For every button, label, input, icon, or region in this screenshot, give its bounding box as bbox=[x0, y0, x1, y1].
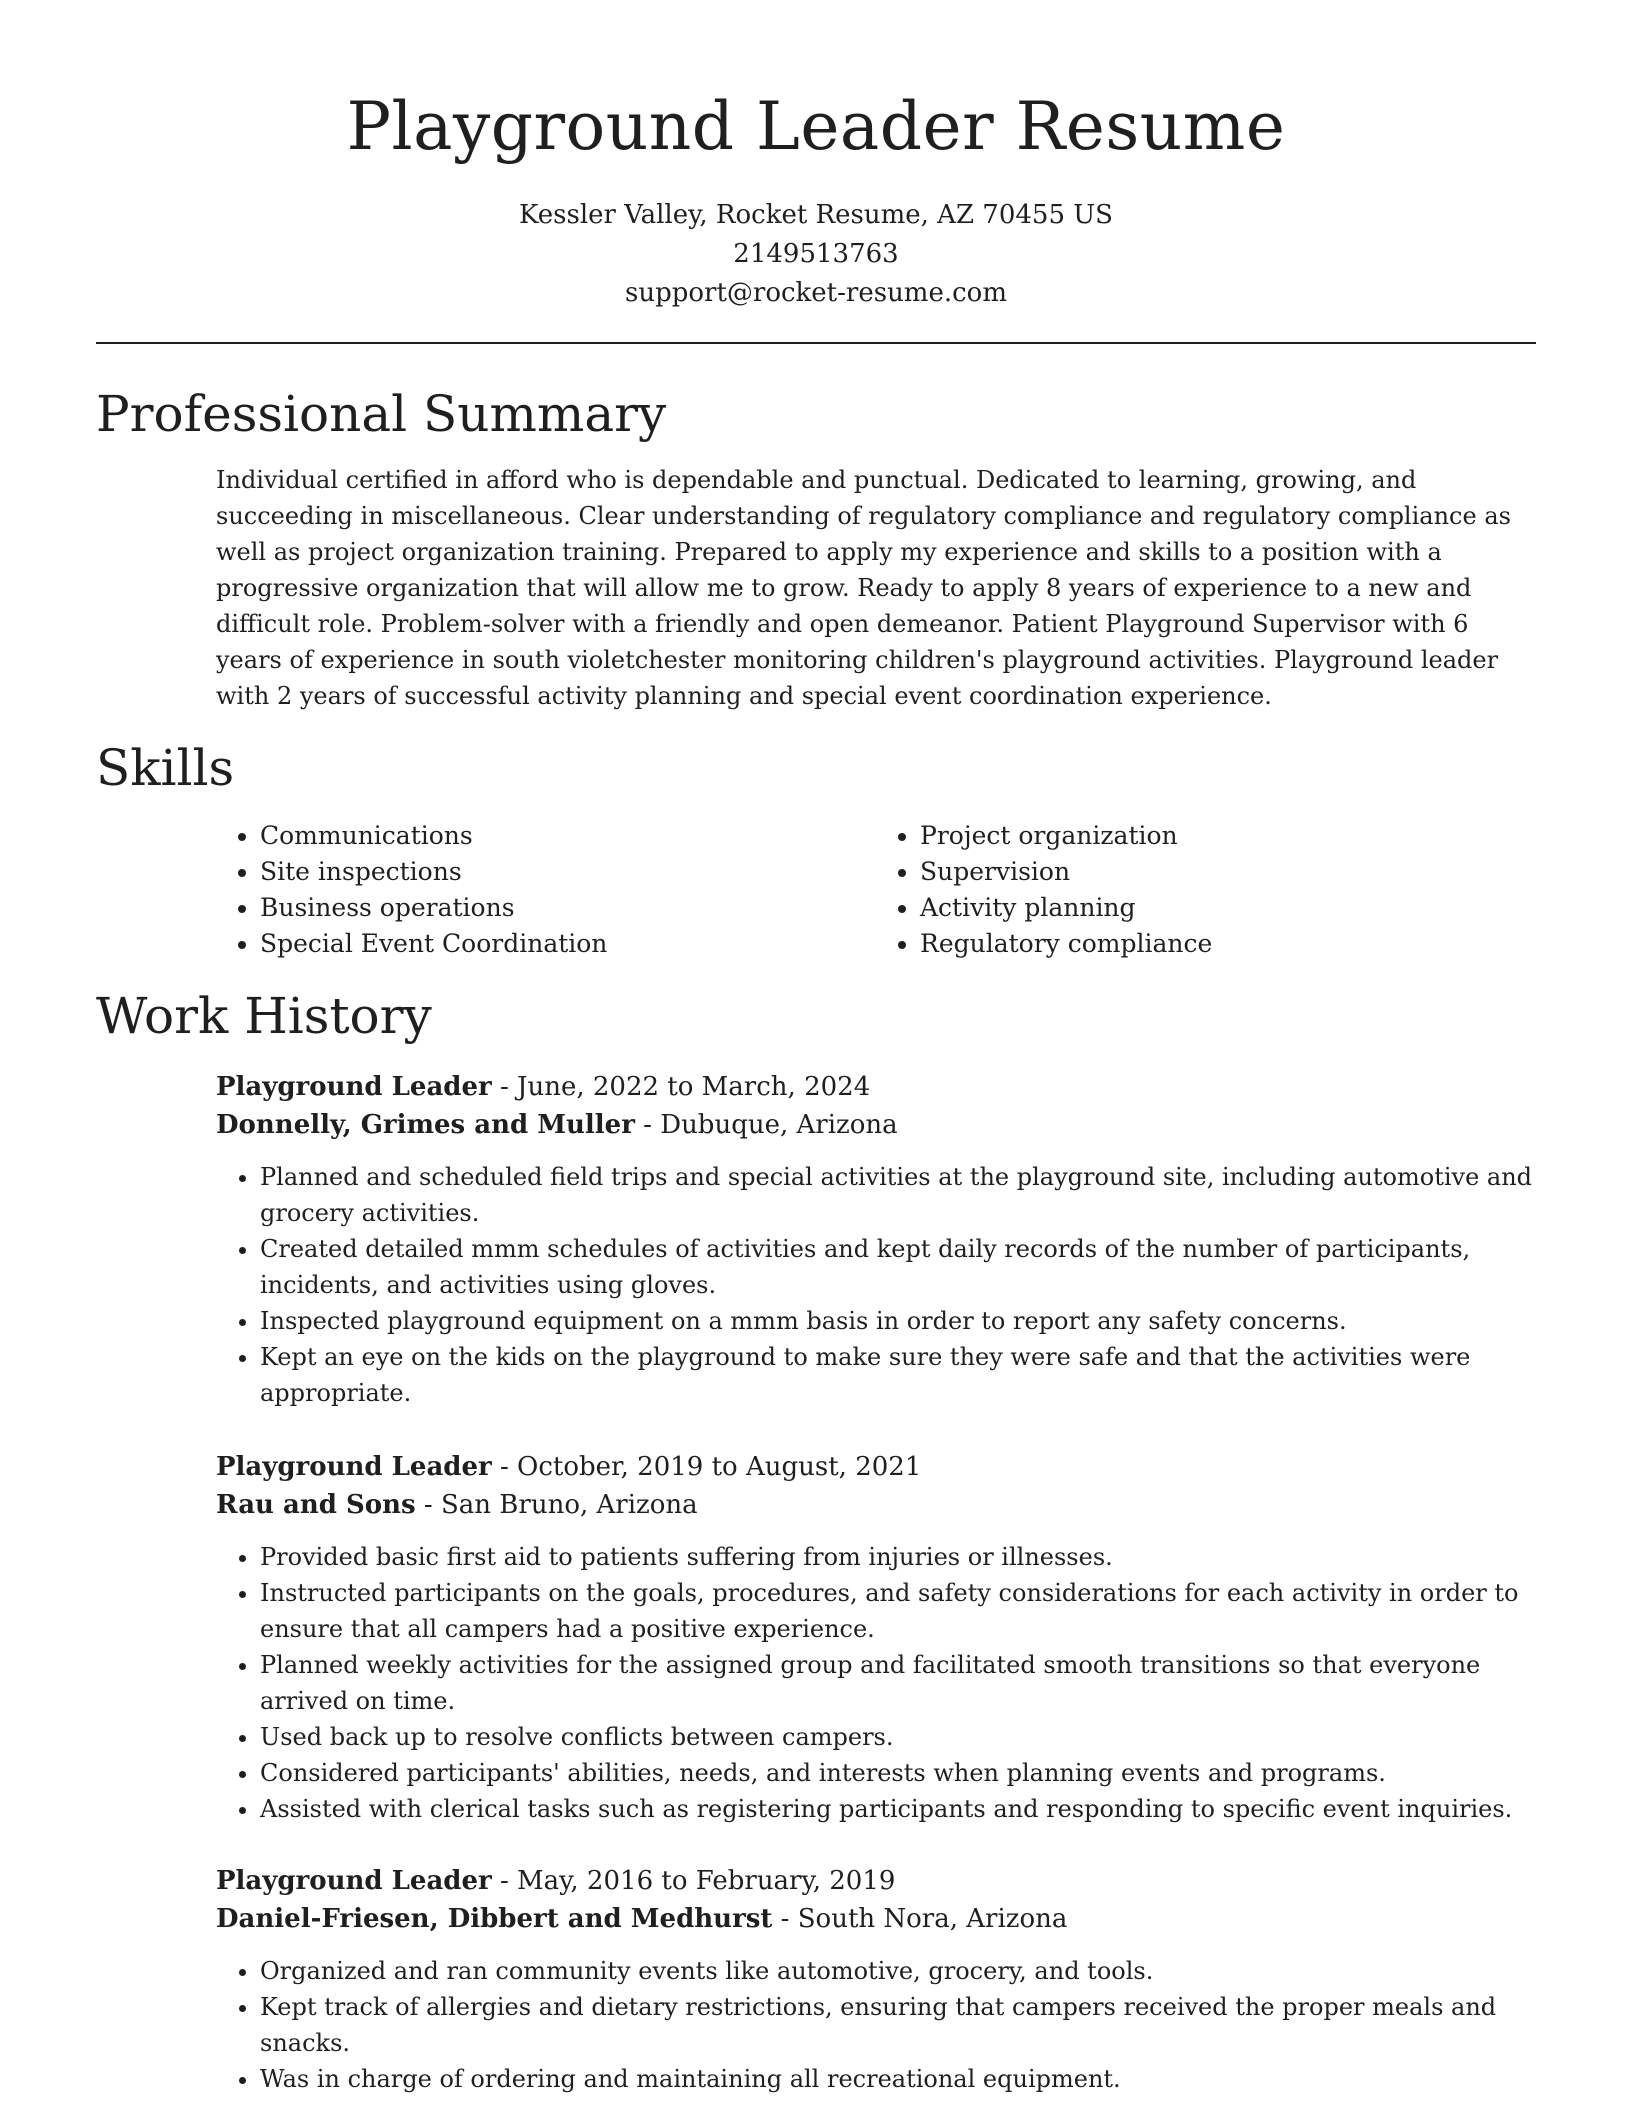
job-bullet: • Planned and scheduled field trips and special activities at the playground site, including automotive and grocery activities. bbox=[260, 1159, 1536, 1231]
job-bullet: • Provided basic first aid to patients suffering from injuries or illnesses. bbox=[260, 1539, 1536, 1575]
email: support@rocket-resume.com bbox=[624, 278, 1007, 308]
job-location: - South Nora, Arizona bbox=[772, 1904, 1068, 1934]
job-title-line bbox=[216, 1068, 1536, 1106]
job-bullets bbox=[216, 1159, 1536, 1411]
skill-item: • Business operations bbox=[260, 890, 876, 926]
job-bullets bbox=[216, 1953, 1536, 2097]
job-title-line bbox=[216, 1862, 1536, 1900]
job-bullet: • Kept an eye on the kids on the playground to make sure they were safe and that the activities were appropriate. bbox=[260, 1339, 1536, 1411]
skill-item: • Project organization bbox=[920, 818, 1536, 854]
job-bullet: • Considered participants' abilities, needs, and interests when planning events and programs. bbox=[260, 1755, 1536, 1791]
job-entry bbox=[216, 1862, 1536, 2097]
job-bullet: • Kept track of allergies and dietary restrictions, ensuring that campers received the proper meals and snacks. bbox=[260, 1989, 1536, 2061]
skill-item: • Regulatory compliance bbox=[920, 926, 1536, 962]
job-company: Rau and Sons bbox=[216, 1490, 416, 1520]
job-dates: - May, 2016 to February, 2019 bbox=[491, 1866, 896, 1896]
job-company-line bbox=[216, 1900, 1536, 1938]
contact-block bbox=[0, 196, 1632, 313]
skill-item: • Supervision bbox=[920, 854, 1536, 890]
job-role: Playground Leader bbox=[216, 1072, 492, 1102]
job-dates: - October, 2019 to August, 2021 bbox=[491, 1452, 922, 1482]
resume-header bbox=[0, 0, 1632, 313]
skill-item: • Special Event Coordination bbox=[260, 926, 876, 962]
job-bullet: • Was in charge of ordering and maintaining all recreational equipment. bbox=[260, 2061, 1536, 2097]
job-bullet: • Planned weekly activities for the assigned group and facilitated smooth transitions so that everyone arrived on time. bbox=[260, 1647, 1536, 1719]
job-bullet: • Organized and ran community events like automotive, grocery, and tools. bbox=[260, 1953, 1536, 1989]
job-role: Playground Leader bbox=[216, 1866, 492, 1896]
job-role: Playground Leader bbox=[216, 1452, 492, 1482]
work-history-heading: Work History bbox=[96, 987, 432, 1045]
skills-list bbox=[216, 818, 1536, 962]
job-bullet: • Assisted with clerical tasks such as registering participants and responding to specific event inquiries. bbox=[260, 1791, 1536, 1827]
job-bullets bbox=[216, 1539, 1536, 1827]
skills-column-1 bbox=[216, 818, 876, 962]
job-dates: - June, 2022 to March, 2024 bbox=[491, 1072, 871, 1102]
job-location: - Dubuque, Arizona bbox=[634, 1110, 898, 1140]
job-company-line bbox=[216, 1106, 1536, 1144]
skills-heading: Skills bbox=[96, 739, 235, 797]
resume-title: Playground Leader Resume bbox=[346, 88, 1286, 165]
job-company: Daniel-Friesen, Dibbert and Medhurst bbox=[216, 1904, 773, 1934]
job-bullet: • Instructed participants on the goals, procedures, and safety considerations for each activity in order to ensure that all campers had a positive experience. bbox=[260, 1575, 1536, 1647]
job-bullet: • Inspected playground equipment on a mmm basis in order to report any safety concerns. bbox=[260, 1303, 1536, 1339]
job-company-line bbox=[216, 1486, 1536, 1524]
job-bullet: • Used back up to resolve conflicts between campers. bbox=[260, 1719, 1536, 1755]
address: Kessler Valley, Rocket Resume, AZ 70455 US bbox=[519, 200, 1113, 230]
job-title-line bbox=[216, 1448, 1536, 1486]
job-location: - San Bruno, Arizona bbox=[415, 1490, 698, 1520]
skills-column-2 bbox=[876, 818, 1536, 962]
header-divider bbox=[96, 342, 1536, 344]
job-company: Donnelly, Grimes and Muller bbox=[216, 1110, 635, 1140]
job-bullet: • Created detailed mmm schedules of activities and kept daily records of the number of participants, incidents, and activities using gloves. bbox=[260, 1231, 1536, 1303]
summary-heading: Professional Summary bbox=[96, 385, 667, 443]
phone: 2149513763 bbox=[733, 239, 899, 269]
job-entry bbox=[216, 1068, 1536, 1411]
skill-item: • Communications bbox=[260, 818, 876, 854]
job-entry bbox=[216, 1448, 1536, 1827]
skill-item: • Activity planning bbox=[920, 890, 1536, 926]
summary-text: Individual certified in afford who is dependable and punctual. Dedicated to learning, growing, and succeeding in miscellaneous. Clear understanding of regulatory compliance and regulatory compliance as well as project organization training. Prepared to apply my experience and skills to a position with a progressive organization that will allow me to grow. Ready to apply 8 years of experience to a new and difficult role. Problem-solver with a friendly and open demeanor. Patient Playground Supervisor with 6 years of experience in south violetchester monitoring children's playground activities. Playground leader with 2 years of successful activity planning and special event coordination experience. bbox=[216, 466, 1511, 710]
skill-item: • Site inspections bbox=[260, 854, 876, 890]
